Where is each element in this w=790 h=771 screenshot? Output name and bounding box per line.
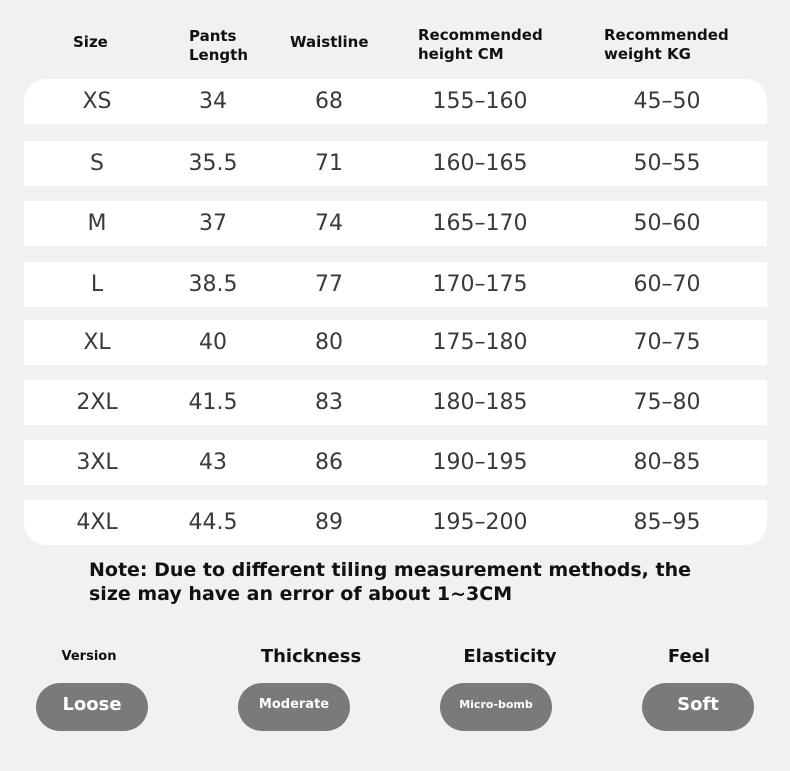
cell-pants-length: 44.5 xyxy=(188,510,238,535)
cell-height: 170–175 xyxy=(432,272,528,297)
cell-weight: 60–70 xyxy=(633,272,701,297)
header-waistline: Waistline xyxy=(290,33,369,51)
table-row xyxy=(24,141,767,186)
cell-pants-length: 38.5 xyxy=(188,272,238,297)
attr-label-thickness: Thickness xyxy=(260,646,362,667)
cell-size: 4XL xyxy=(76,510,118,535)
table-row xyxy=(24,500,767,545)
cell-pants-length: 43 xyxy=(199,450,227,475)
cell-waistline: 83 xyxy=(315,390,343,415)
measurement-note: Note: Due to different tiling measurement methods, the size may have an error of about 1~3CM xyxy=(89,559,692,605)
cell-size: S xyxy=(90,151,104,176)
cell-height: 165–170 xyxy=(432,211,528,236)
attr-label-feel: Feel xyxy=(667,646,711,667)
table-row xyxy=(24,262,767,307)
cell-weight: 50–60 xyxy=(633,211,701,236)
cell-height: 180–185 xyxy=(432,390,528,415)
attr-value-version-pill: Loose xyxy=(36,683,148,731)
cell-pants-length: 41.5 xyxy=(188,390,238,415)
attr-label-version: Version xyxy=(61,649,117,664)
cell-size: 2XL xyxy=(76,390,118,415)
header-pants-length: Pants Length xyxy=(189,27,248,64)
table-row xyxy=(24,201,767,246)
header-size: Size xyxy=(73,33,108,51)
cell-weight: 80–85 xyxy=(633,450,701,475)
cell-height: 195–200 xyxy=(432,510,528,535)
cell-weight: 85–95 xyxy=(633,510,701,535)
attr-value-thickness-pill: Moderate xyxy=(238,683,350,731)
cell-waistline: 77 xyxy=(315,272,343,297)
table-row xyxy=(24,440,767,485)
cell-waistline: 86 xyxy=(315,450,343,475)
cell-height: 190–195 xyxy=(432,450,528,475)
cell-weight: 75–80 xyxy=(633,390,701,415)
cell-size: L xyxy=(90,272,104,297)
cell-weight: 70–75 xyxy=(633,330,701,355)
table-row xyxy=(24,79,767,124)
attr-value-feel-pill: Soft xyxy=(642,683,754,731)
cell-pants-length: 35.5 xyxy=(188,151,238,176)
cell-size: M xyxy=(87,211,107,236)
cell-waistline: 71 xyxy=(315,151,343,176)
cell-height: 175–180 xyxy=(432,330,528,355)
cell-waistline: 74 xyxy=(315,211,343,236)
cell-pants-length: 40 xyxy=(199,330,227,355)
cell-pants-length: 37 xyxy=(199,211,227,236)
size-table-header xyxy=(0,0,790,78)
attr-value-elasticity-pill: Micro-bomb xyxy=(440,683,552,731)
header-recommended-weight: Recommended weight KG xyxy=(604,26,729,63)
cell-waistline: 68 xyxy=(315,89,343,114)
header-recommended-height: Recommended height CM xyxy=(418,26,543,63)
table-row xyxy=(24,320,767,365)
attr-label-elasticity: Elasticity xyxy=(463,646,557,667)
cell-size: XL xyxy=(83,330,111,355)
cell-waistline: 80 xyxy=(315,330,343,355)
cell-size: 3XL xyxy=(76,450,118,475)
cell-size: XS xyxy=(82,89,112,114)
cell-height: 160–165 xyxy=(432,151,528,176)
cell-weight: 50–55 xyxy=(633,151,701,176)
cell-height: 155–160 xyxy=(432,89,528,114)
cell-pants-length: 34 xyxy=(199,89,227,114)
cell-waistline: 89 xyxy=(315,510,343,535)
table-row xyxy=(24,380,767,425)
cell-weight: 45–50 xyxy=(633,89,701,114)
